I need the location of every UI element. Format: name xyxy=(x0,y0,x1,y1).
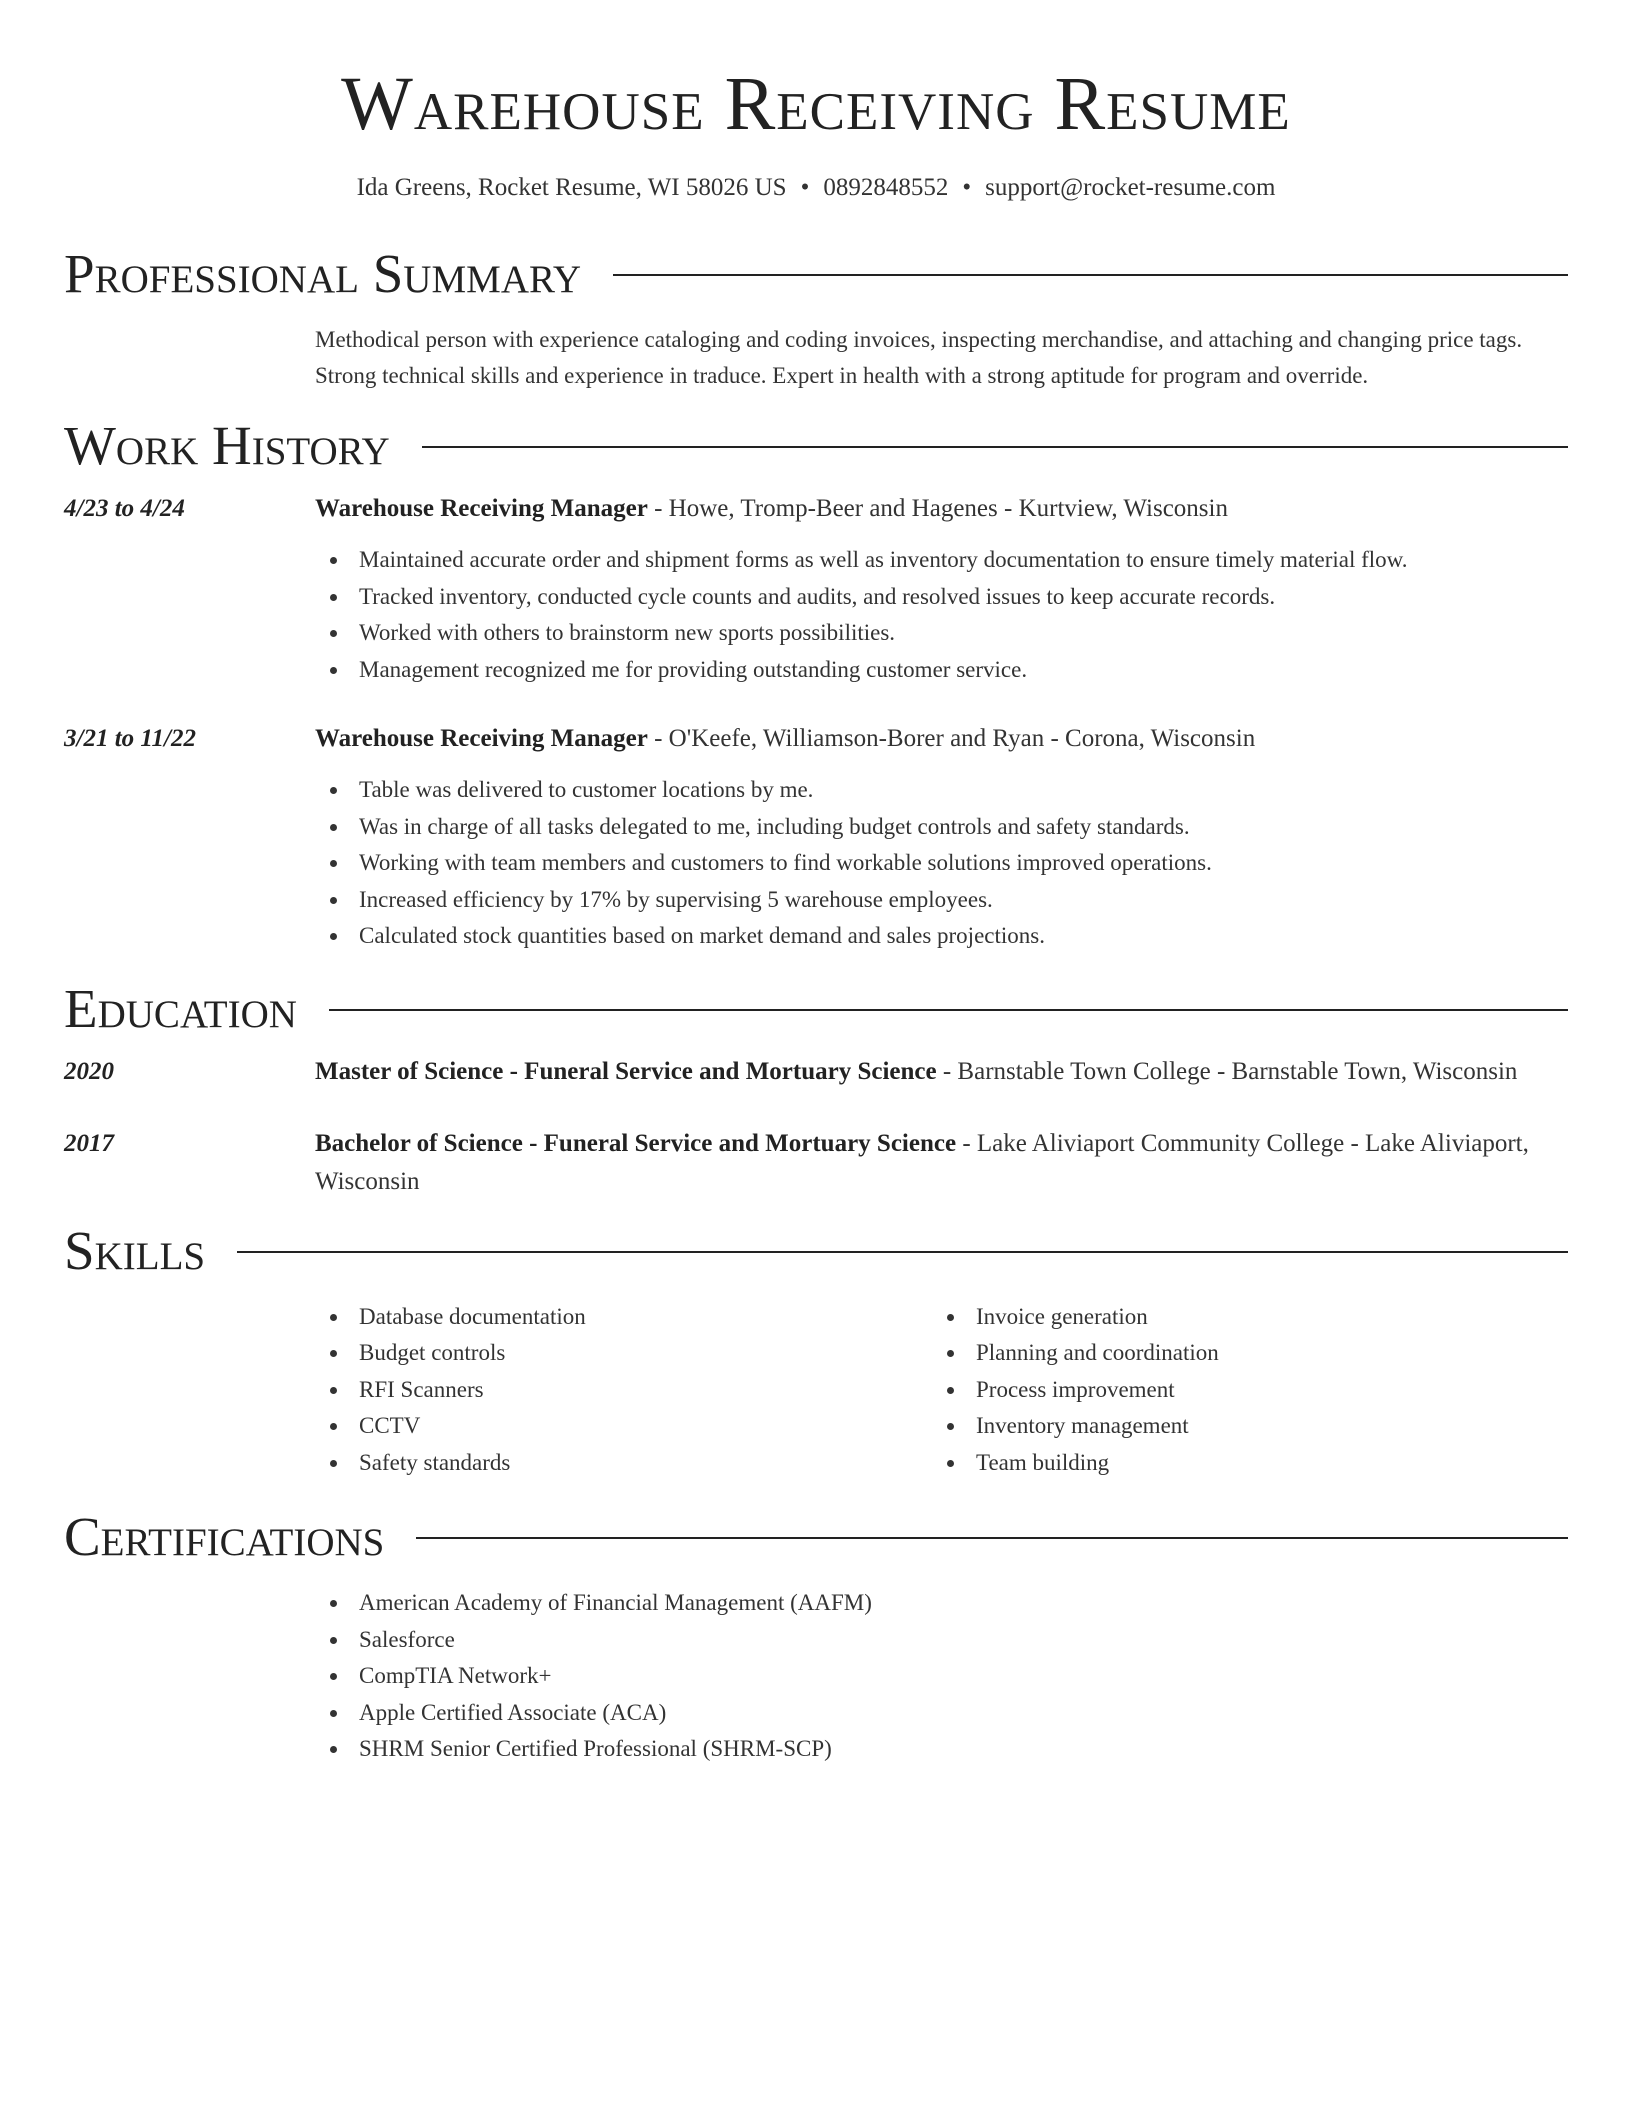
certifications-list xyxy=(315,1585,1568,1768)
certification-item: Apple Certified Associate (ACA) xyxy=(359,1695,1568,1732)
contact-address: Ida Greens, Rocket Resume, WI 58026 US xyxy=(356,174,787,201)
education-body xyxy=(315,1053,1568,1091)
contact-separator: • xyxy=(800,174,810,201)
section-divider xyxy=(422,446,1568,448)
job-bullet: Increased efficiency by 17% by supervising 5 warehouse employees. xyxy=(359,882,1568,919)
skill-item: Planning and coordination xyxy=(976,1335,1549,1372)
skills-heading: Skills xyxy=(64,1219,206,1281)
contact-separator: • xyxy=(962,174,972,201)
summary-header xyxy=(64,244,1568,304)
job-employer: - O'Keefe, Williamson-Borer and Ryan - Corona, Wisconsin xyxy=(647,725,1256,752)
work-history-header xyxy=(64,416,1568,476)
certification-item: CompTIA Network+ xyxy=(359,1658,1568,1695)
skill-item: CCTV xyxy=(359,1408,932,1445)
section-divider xyxy=(237,1251,1568,1253)
job-bullet: Maintained accurate order and shipment forms as well as inventory documentation to ensure timely material flow. xyxy=(359,542,1568,579)
education-year: 2017 xyxy=(64,1129,114,1157)
skill-item: RFI Scanners xyxy=(359,1372,932,1409)
skill-item: Invoice generation xyxy=(976,1299,1549,1336)
job-title: Warehouse Receiving Manager xyxy=(315,725,648,752)
skills-section xyxy=(64,1221,1568,1482)
section-divider xyxy=(329,1009,1568,1011)
contact-line xyxy=(64,172,1568,204)
job-bullet: Calculated stock quantities based on market demand and sales projections. xyxy=(359,918,1568,955)
education-heading: Education xyxy=(64,977,297,1039)
certifications-header xyxy=(64,1507,1568,1567)
skill-item: Budget controls xyxy=(359,1335,932,1372)
summary-heading: Professional Summary xyxy=(64,243,582,304)
job-heading-line xyxy=(315,490,1568,528)
job-title: Warehouse Receiving Manager xyxy=(315,495,648,522)
certifications-section xyxy=(64,1507,1568,1768)
resume-title: Warehouse Receiving Resume xyxy=(341,62,1291,146)
certifications-heading: Certifications xyxy=(64,1506,385,1567)
certification-item: Salesforce xyxy=(359,1622,1568,1659)
job-bullet: Was in charge of all tasks delegated to me, including budget controls and safety standards. xyxy=(359,809,1568,846)
resume-page xyxy=(64,0,1568,1768)
education-body xyxy=(315,1125,1568,1201)
skill-item: Safety standards xyxy=(359,1445,932,1482)
job-bullet: Management recognized me for providing outstanding customer service. xyxy=(359,652,1568,689)
work-history-section xyxy=(64,416,1568,955)
education-entry xyxy=(64,1125,1568,1201)
skills-column-left xyxy=(315,1299,932,1482)
job-entry xyxy=(64,720,1568,955)
education-degree: Bachelor of Science - Funeral Service and Mortuary Science xyxy=(315,1129,957,1157)
education-school: - Barnstable Town College - Barnstable Town, Wisconsin xyxy=(936,1057,1518,1085)
job-heading-line xyxy=(315,720,1568,758)
education-degree: Master of Science - Funeral Service and Mortuary Science xyxy=(315,1057,937,1085)
skills-columns xyxy=(315,1299,1568,1482)
job-dates: 3/21 to 11/22 xyxy=(64,725,196,752)
education-year: 2020 xyxy=(64,1057,114,1085)
contact-email: support@rocket-resume.com xyxy=(985,174,1276,201)
skills-column-right xyxy=(932,1299,1549,1482)
skill-item: Process improvement xyxy=(976,1372,1549,1409)
work-history-heading: Work History xyxy=(64,415,390,476)
certification-item: SHRM Senior Certified Professional (SHRM-SCP) xyxy=(359,1731,1568,1768)
job-employer: - Howe, Tromp-Beer and Hagenes - Kurtview, Wisconsin xyxy=(647,495,1228,522)
skills-header xyxy=(64,1221,1568,1281)
certification-item: American Academy of Financial Management (AAFM) xyxy=(359,1585,1568,1622)
skill-item: Database documentation xyxy=(359,1299,932,1336)
job-bullets xyxy=(315,772,1568,955)
skill-item: Inventory management xyxy=(976,1408,1549,1445)
job-bullet: Tracked inventory, conducted cycle counts and audits, and resolved issues to keep accurate records. xyxy=(359,579,1568,616)
education-section xyxy=(64,979,1568,1201)
skills-list xyxy=(932,1299,1549,1482)
education-header xyxy=(64,979,1568,1039)
job-entry xyxy=(64,490,1568,688)
certifications-body xyxy=(315,1585,1568,1768)
skill-item: Team building xyxy=(976,1445,1549,1482)
job-bullet: Table was delivered to customer locations by me. xyxy=(359,772,1568,809)
section-divider xyxy=(416,1537,1568,1539)
education-school: - Lake Aliviaport Community College - Lake Aliviaport, Wisconsin xyxy=(315,1129,1529,1195)
summary-section xyxy=(64,244,1568,394)
job-dates: 4/23 to 4/24 xyxy=(64,495,185,522)
job-body xyxy=(315,490,1568,688)
job-bullet: Working with team members and customers to find workable solutions improved operations. xyxy=(359,845,1568,882)
summary-text: Methodical person with experience cataloging and coding invoices, inspecting merchandise, and attaching and changing price tags. Strong technical skills and experience in traduce. Expert in health with a strong aptitude for program and override. xyxy=(315,327,1523,388)
job-bullet: Worked with others to brainstorm new sports possibilities. xyxy=(359,615,1568,652)
job-bullets xyxy=(315,542,1568,688)
job-body xyxy=(315,720,1568,955)
section-divider xyxy=(613,274,1568,276)
education-entry xyxy=(64,1053,1568,1091)
skills-list xyxy=(315,1299,932,1482)
contact-phone: 0892848552 xyxy=(823,174,949,201)
